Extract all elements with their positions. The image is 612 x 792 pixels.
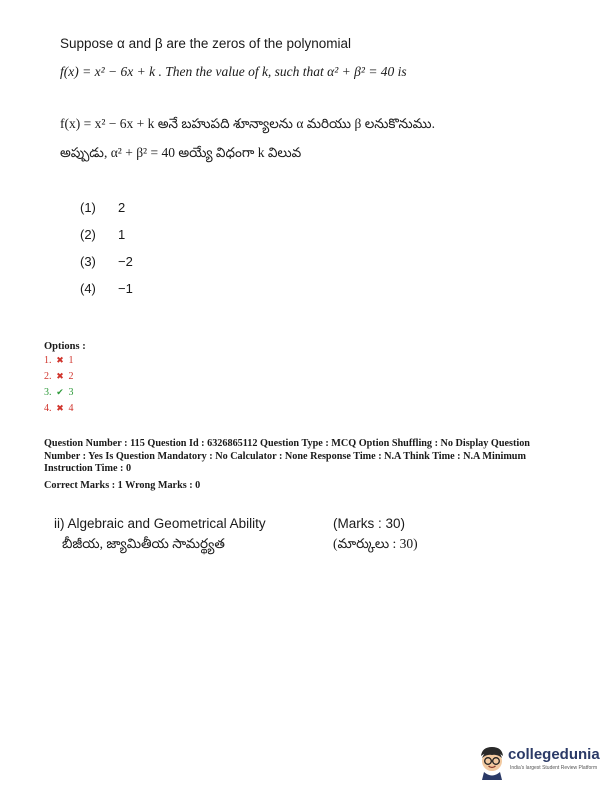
- metadata-line: Question Number : 115 Question Id : 6326865112 Question Type : MCQ Option Shuffling : No Display Question: [44, 438, 530, 449]
- option-1: [44, 355, 74, 366]
- option-value: 1: [68, 355, 74, 366]
- question-line-2: f(x) = x² − 6x + k . Then the value of k, such that α² + β² = 40 is: [60, 64, 407, 79]
- choice-1: [80, 200, 125, 215]
- question-metadata: [44, 438, 574, 492]
- option-label: 3.: [44, 387, 52, 398]
- choice-4: [80, 281, 133, 296]
- section-marks-telugu: (మార్కులు : 30): [333, 536, 418, 551]
- metadata-line: Instruction Time : 0: [44, 463, 132, 474]
- option-label: 1.: [44, 355, 52, 366]
- choice-3: [80, 254, 133, 269]
- section-marks: (Marks : 30): [333, 516, 406, 531]
- question-telugu-line-2: అప్పుడు, α² + β² = 40 అయ్యే విధంగా k విలువ: [60, 145, 302, 160]
- metadata-line: Number : Yes Is Question Mandatory : No Calculator : None Response Time : N.A Think Time : N.A Minimum: [44, 450, 526, 462]
- choice-number: (4): [80, 281, 96, 296]
- option-3: [44, 387, 74, 398]
- option-2: [44, 371, 74, 382]
- marks-line: Correct Marks : 1 Wrong Marks : 0: [44, 479, 201, 491]
- choice-value: −2: [118, 254, 133, 269]
- option-4: [44, 403, 74, 414]
- choice-number: (2): [80, 227, 96, 242]
- question-line-1: Suppose α and β are the zeros of the polynomial: [60, 36, 351, 51]
- choice-2: [80, 227, 125, 242]
- choice-value: 1: [118, 227, 126, 242]
- option-label: 4.: [44, 403, 52, 414]
- logo-wordmark: collegedunia: [508, 746, 600, 763]
- section-title-telugu: బీజీయ, జ్యామితీయ సామర్థ్యత: [62, 536, 225, 551]
- section-title: ii) Algebraic and Geometrical Ability: [54, 516, 266, 531]
- cross-icon: ✖: [56, 355, 64, 365]
- option-value: 3: [68, 387, 74, 398]
- choice-value: −1: [118, 281, 133, 296]
- cross-icon: ✖: [56, 403, 64, 413]
- checkmark-icon: ✔: [56, 387, 64, 397]
- choice-number: (3): [80, 254, 96, 269]
- option-label: 2.: [44, 371, 52, 382]
- logo-tagline: India's largest Student Review Platform: [510, 765, 598, 771]
- question-telugu-line-1: f(x) = x² − 6x + k అనే బహుపది శూన్యాలను α మరియు β లనుకొనుము.: [60, 116, 435, 131]
- choice-number: (1): [80, 200, 96, 215]
- option-value: 4: [68, 403, 74, 414]
- choice-value: 2: [118, 200, 126, 215]
- option-value: 2: [68, 371, 74, 382]
- mascot-logo-icon: [476, 744, 508, 780]
- cross-icon: ✖: [56, 371, 64, 381]
- options-title: Options :: [44, 341, 86, 352]
